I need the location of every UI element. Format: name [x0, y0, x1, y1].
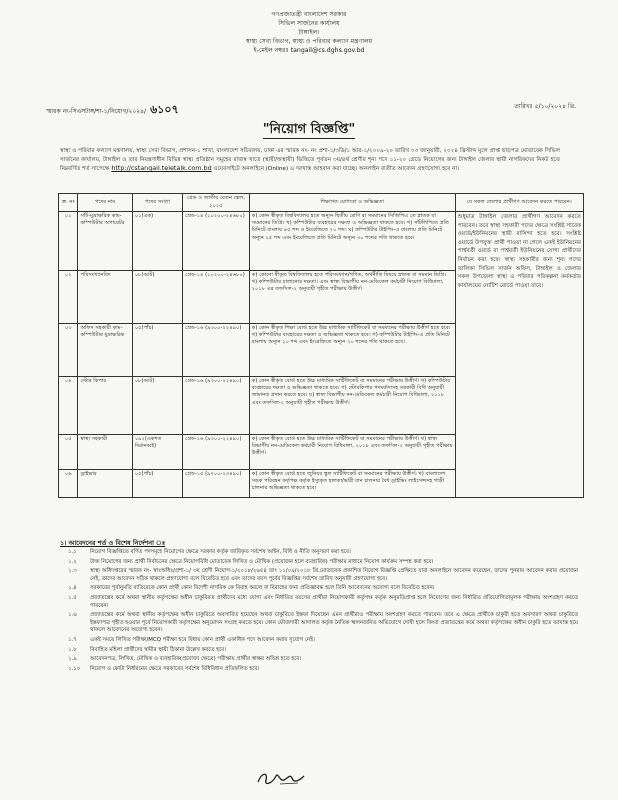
application-website-link[interactable]: http://cstangail.teletalk.com.bd — [111, 164, 212, 173]
term-item: ১.৮ বিবাহিত মহিলা প্রার্থীদের স্বামীর স্থায়ী ঠিকানা উল্লেখ করতে হবে। — [68, 646, 227, 653]
term-item: ১.১ নিয়োগ বিজ্ঞপ্তিতে বর্ণিত পদসমূহে নিয়োগের ক্ষেত্রে সরকার কর্তৃক জারিকৃত সর্বশেষ আইন, বিধি ও নীতি অনুসরণ করা হবে। — [68, 549, 351, 555]
row-serial: ০৫ — [59, 435, 78, 470]
row-serial: ০২ — [59, 271, 78, 324]
col-post-count: পদের সংখ্যা — [132, 194, 182, 212]
row-post-name: ড্রাইভার — [78, 470, 132, 498]
office-name: সিভিল সার্জনের কার্যালয় — [278, 20, 340, 27]
row-post-name: সাঁট-মুদ্রাক্ষরিক কাম-কম্পিউটার অপারেটর — [78, 212, 132, 271]
col-post-name: পদের নাম — [78, 194, 132, 212]
table-row — [59, 212, 584, 271]
row-grade: গ্রেড-১৪ (১০২০০-২৪৬৮০) — [183, 212, 250, 271]
intro-text: স্বাস্থ্য ও পরিবার কল্যাণ মন্ত্রণালয়, স্বাস্থ্য সেবা বিভাগ, প্রশাসন-১ শাখা, বাংলাদেশ সচিবালয়, ঢাকা এর স্মারক নং- নং প্রশা-১/৩ডি/১ আর-১/২০০৯-২০ তারিখ ০৩ জানুয়ারী, ২০২৪ খ্রিস্টাব্দ মূলে প্রাপ্ত ছাড়পত্র মোতাবেক সিভিল সার্জনের কার্যালয়, টাঙ্গাইল ও তার নিয়ন্ত্রণাধীন বিভিন্ন স্বাস্থ্য প্রতিষ্ঠান সমূহের রাজস্ব খাতে (স্থায়ী/অস্থায়ী) ভিত্তিতে পূর্বতন ৩য়/৪র্থ শ্রেণীর শূন্য পদে ১১-২০ গ্রেডে নিয়োগের জন্য টাঙ্গাইল জেলার স্থায়ী নাগরিকদের নিকট হতে নিম্নবর্ণিত শর্ত সাপেক্ষে — [60, 148, 560, 173]
intro-text-2: ওয়েবসাইটে অনলাইনে (Online) এ দরখাস্ত আহবান করা যাচ্ছে। অনলাইন ব্যতীত আবেদন গ্রহণযোগ্য হবে না। — [213, 166, 460, 173]
row-post-name: স্বাস্থ্য সহকারী — [78, 435, 132, 470]
row-post-name: স্টোর কিপার — [78, 377, 132, 435]
row-post-count: ০৮(আট) — [132, 271, 182, 324]
memo-number: ৬১০৭ — [150, 103, 179, 116]
row-post-name: পরিসংখ্যানবিদ — [78, 271, 132, 324]
memo-date: তারিখঃ ৫/১০/২০২৪ খ্রি. — [514, 103, 576, 110]
row-post-count: ১৯২(একশত বিরানব্বই) — [132, 435, 182, 470]
notice-title: "নিয়োগ বিজ্ঞপ্তি" — [262, 122, 356, 137]
office-location: টাঙ্গাইল। — [298, 29, 320, 36]
memo-ref: স্মারক নং-সিএসটাঙ্গ/শা-১/নিয়োগ/২০২৪/ — [46, 108, 147, 115]
row-grade: গ্রেড-১৬ (৯৩০০-২২৪৯০) — [183, 377, 250, 435]
row-serial: ০১ — [59, 212, 78, 271]
term-item: ১.১০ নিয়োগ ও কোটা নির্ধারনের ক্ষেত্রে সরকারের সর্বশেষ বিধিবিধান প্রতিফলিত হবে। — [68, 665, 260, 672]
term-item: ১.৩ স্বাস্থ্য অধিদপ্তরের স্মারক নং- স্বাঃঅধিঃ/প্রশা-১/ ৩য় শ্রেণী নিয়োগ-১/২০১৮/২৬৫৪ তাং ১১/০৯/২০১৮ খ্রি.মোতাবেক প্রকাশিত নিয়োগ বিজ্ঞপ্তি প্রেক্ষিতে যারা অনলাইনে আবেদন করেছেন, তাদের পুনরায় আবেদন করার প্রয়োজন নেই, তাদের আবেদন সঠিক থাকলে গ্রহণযোগ্য বলে বিবেচিত হবে এবং তাদের বয়স পূর্বের বিজ্ঞপ্তির সর্বশেষ তারিখ অনুযায়ী গ্রহণযোগ্য হবে। — [68, 568, 578, 582]
row-serial: ০৪ — [59, 377, 78, 435]
col-grade: গ্রেড ও জাতীয় বেতন স্কেল, ২০১৫ — [183, 194, 250, 212]
term-item: ১.৫ প্রজাতন্ত্রের কর্মে অথবা স্থানীয় কর্তৃপক্ষের অধীন চাকুরিরত প্রার্থীদের মধ্যে যোগ্য এবং নির্ধারিত বয়সের প্রার্থীরা নিয়োগকারী কর্তৃপক্ষ কর্তৃক অনুমতিপ্রাপ্ত হলে নিয়োগের জন্য নির্ধারিত প্রতিযোগিতামূলক পরীক্ষায় অংশগ্রহণ করতে পারবেন। — [68, 594, 578, 609]
reference-row — [46, 101, 576, 120]
row-post-name: অফিস সহকারী কাম-কম্পিউটার মুদ্রাক্ষরিক — [78, 324, 132, 377]
handwritten-signature — [254, 768, 314, 790]
row-qualification: ক) কোন স্বীকৃত বিশ্ববিদ্যালয় হতে অন্যূন দ্বিতীয় শ্রেণি বা সমমানের সিজিপিএ তে স্নাতক বা সমমানের ডিগ্রি। খ) কম্পিউটার ব্যবহারের দক্ষতা ও অভিজ্ঞতা থাকতে হবে। গ) সাঁটলিপিতে প্রতি মিনিটে বাংলায় ৪৫ শব্দ ও ইংরেজিতে ৭০ শব্দ। ঘ) কম্পিউটার টাইপিং-এ বাংলায় প্রতি মিনিটে অন্যূন ২৫ শব্দ এবং ইংরেজিতে প্রতি মিনিটে অন্যূন ৩০ শব্দের গতি থাকতে হবে। — [249, 212, 455, 271]
eligible-district-note: শুধুমাত্র টাঙ্গাইল জেলার প্রার্থীগণ আবেদন করতে পারবেন। তবে স্বাস্থ্য সহকারী পদের ক্ষেত্রে সংশ্লিষ্ট সাবেক ওয়ার্ড/ইউনিয়নের স্থায়ী বাসিন্দা হতে হবে। সংশ্লিষ্ট ওয়ার্ডে উপযুক্ত প্রার্থী পাওয়া না গেলে একই ইউনিয়নের পার্শ্ববর্তী ওয়ার্ড বা পার্শ্ববর্তী ইউনিয়নের যোগ্য প্রার্থীদের নির্বাচন করা হবে। স্বাস্থ্য সহকারীর জন্য শূন্য পদের তালিকা সিভিল সার্জন অফিস, টাঙ্গাইল ও জেলার সকল উপজেলা স্বাস্থ্য ও পরিবার পরিকল্পনা কর্মকর্তার কার্যালয়ের নোটিশ বোর্ডে পাওয়া যাবে। — [455, 212, 583, 498]
term-item: ১.৭ একই সময়ে লিখিত পরীক্ষা/MCQ পরীক্ষা হবে বিধায় কোন প্রার্থী একাধিক পদে আবেদন করার সুযোগ নেই। — [68, 636, 315, 643]
row-grade: গ্রেড-১৪ (১০২০০-২৪৬৮০) — [183, 271, 250, 324]
row-post-count: ০১(এক) — [132, 212, 182, 271]
term-item: ১.২ উক্ত নিয়োগের জন্য প্রার্থী নির্বাচনের ক্ষেত্রে নিয়োগবিধি মোতাবেক লিখিত ও মৌখিক (প্রয়োজন হলে ব্যবহারিক) পরীক্ষার মাধ্যমে নিয়োগ কার্যক্রম সম্পন্ন করা হবে। — [68, 558, 434, 565]
row-post-count: ০৫(পাঁচ) — [132, 324, 182, 377]
col-eligible-district: যে সকল জেলার প্রার্থীগণ আবেদন করতে পারবেন। — [455, 194, 583, 212]
intro-paragraph — [60, 147, 560, 174]
col-qualification: শিক্ষাগত যোগ্যতা ও অভিজ্ঞতা — [249, 194, 455, 212]
ministry-name: স্বাস্থ্য সেবা বিভাগ, স্বাস্থ্য ও পরিবার কল্যাণ মন্ত্রণালয় — [245, 38, 373, 45]
row-qualification: ক) কোন স্বীকৃত বোর্ড হতে উচ্চ মাধ্যমিক সার্টিফিকেট বা সমমানের পরীক্ষায় উত্তীর্ণ। খ) কম্পিউটার ব্যবহারের দক্ষতা ও অভিজ্ঞতা থাকতে হবে। গ) স্টোরকিপার পদমর্যাদাসহ সরকারী বিধি অনুযায়ী জামানত প্রদান করতে হবে। ঘ) স্বাস্থ্য বিভাগীয় নন-মেডিকেল কর্মচারী নিয়োগ বিধিমালা, ২০১৮ এবং তফসিল-২ অনুযায়ী গৃহীত পরীক্ষায় উত্তীর্ণ। — [249, 377, 455, 435]
row-serial: ০৬ — [59, 470, 78, 498]
vacancy-table — [58, 193, 584, 498]
govt-name: গণপ্রজাতন্ত্রী বাংলাদেশ সরকার — [271, 11, 347, 18]
terms-list — [68, 549, 578, 675]
term-item: ১.৬ প্রজাতন্ত্রের কর্মে অথবা স্থানীয় কর্তৃপক্ষের অধীন চাকুরিতে অবসারিত হয়েছেন অথবা চাকুরিতে ইস্তফা দিয়েছেন এমন প্রার্থীরাও পরীক্ষায় অংশগ্রহণ করতে পারবেন। তবে এ ক্ষেত্রে প্রার্থীকে চাকুরী হতে অবসারণ অথবা চাকুরিতে ইস্তফাপত্র গৃহীত হওয়ার পূর্বে নিয়োগকারী কর্তৃপক্ষের অনুমোদন সংগ্রহ করতে হবে। কোন ফৌজদারী আদালত কর্তৃক নৈতিক স্খলনজনিত অভিযোগে দোষী হলে কিংবা প্রজাতন্ত্রের কর্মে অথবা কর্তৃপক্ষের অধীন চাকুরি হতে বরখাস্ত হয়ে থাকলে আবেদনের অযোগ্য হবেন। — [68, 612, 578, 634]
letterhead — [0, 10, 618, 55]
row-qualification: ক) কোন স্বীকৃত বোর্ড হতে উচ্চ মাধ্যমিক সার্টিফিকেট বা সমমানের পরীক্ষায় উত্তীর্ণ। খ) স্বাস্থ্য বিভাগীয় নন-মেডিকেল কর্মচারী নিয়োগ বিধিমালা, ২০১৮ এবং তফসিল-২ অনুযায়ী গৃহীত পরীক্ষায় উত্তীর্ণ। — [249, 435, 455, 470]
row-serial: ০৩ — [59, 324, 78, 377]
term-item: ১.৪ সরকারের পূর্বানুমতি ব্যতিরেকে কোন প্রার্থী কোন বিদেশী নাগরিক কে বিবাহ করলে বা বিবাহের জন্য প্রতিজ্ঞাবদ্ধ হলে তিনি আবেদনের অযোগ্য বলে বিবেচিত হবেন। — [68, 585, 435, 592]
row-post-count: ০৮(আট) — [132, 377, 182, 435]
row-grade: গ্রেড-১৫ (৯৭০০-২৩৪৯০) — [183, 470, 250, 498]
row-qualification: ক) কোনো স্বীকৃত বিশ্ববিদ্যালয় হতে পরিসংখ্যান/গণিত, অর্থনীতি বিষয়ে স্নাতক বা সমমান ডিগ্রি। খ) কম্পিউটার চালানোর দক্ষতা। এবং স্বাস্থ্য বিভাগীয় নন-মেডিকেল কর্মচারী নিয়োগ বিধিমালা, ২০১৮ এর তফসিল-২ অনুযায়ী গৃহীত পরীক্ষায় উত্তীর্ণ। — [249, 271, 455, 324]
terms-heading: ১। আবেদনের শর্ত ও বিশেষ নির্দেশনা ঃ — [60, 539, 166, 547]
row-qualification: ক) কোন স্বীকৃত বোর্ড হতে জুনিয়র স্কুল সার্টিফিকেট বা সমমানের পরীক্ষায় উত্তীর্ণ। খ) বাংলাদেশ সড়ক পরিবহন কর্তৃপক্ষ কর্তৃক ইস্যুকৃত হালকা/ভারী যান চালনার বৈধ ড্রাইভিং লাইসেন্সসহ গাড়ী চালনার অভিজ্ঞতা থাকতে হবে। — [249, 470, 455, 498]
row-grade: গ্রেড-১৬ (৯৩০০-২২৪৯০) — [183, 324, 250, 377]
row-post-count: ০৫(পাঁচ) — [132, 470, 182, 498]
row-grade: গ্রেড-১৬ (৯৩০০-২২৪৯০) — [183, 435, 250, 470]
table-header-row — [59, 194, 584, 212]
term-item: ১.৯ আবেদনপত্র, লিখিত, মৌখিক ও ব্যবহারিক(প্রযোজ্য ক্ষেত্রে) পরীক্ষায় প্রার্থীর স্বাক্ষর অভিন্ন হতে হবে। — [68, 656, 302, 663]
col-serial: ক্র. নং — [59, 194, 78, 212]
email-line: ই-মেইল নম্বরঃ tangail@cs.dghs.gov.bd — [253, 47, 365, 54]
row-qualification: ক) কোন স্বীকৃত শিক্ষা বোর্ড হতে উচ্চ মাধ্যমিক সার্টিফিকেট বা সমমানের পরীক্ষায় উত্তীর্ণ হতে হবে। খ) কম্পিউটার ব্যবহারের দক্ষতা ও অভিজ্ঞতা থাকতে হবে। গ) কম্পিউটার টাইপিং-এ প্রতি মিনিটে বাংলায় অন্যূন ২০ শব্দ এবং ইংরেজিতে অন্যূন ২০ শব্দের গতি থাকতে হবে। — [249, 324, 455, 377]
